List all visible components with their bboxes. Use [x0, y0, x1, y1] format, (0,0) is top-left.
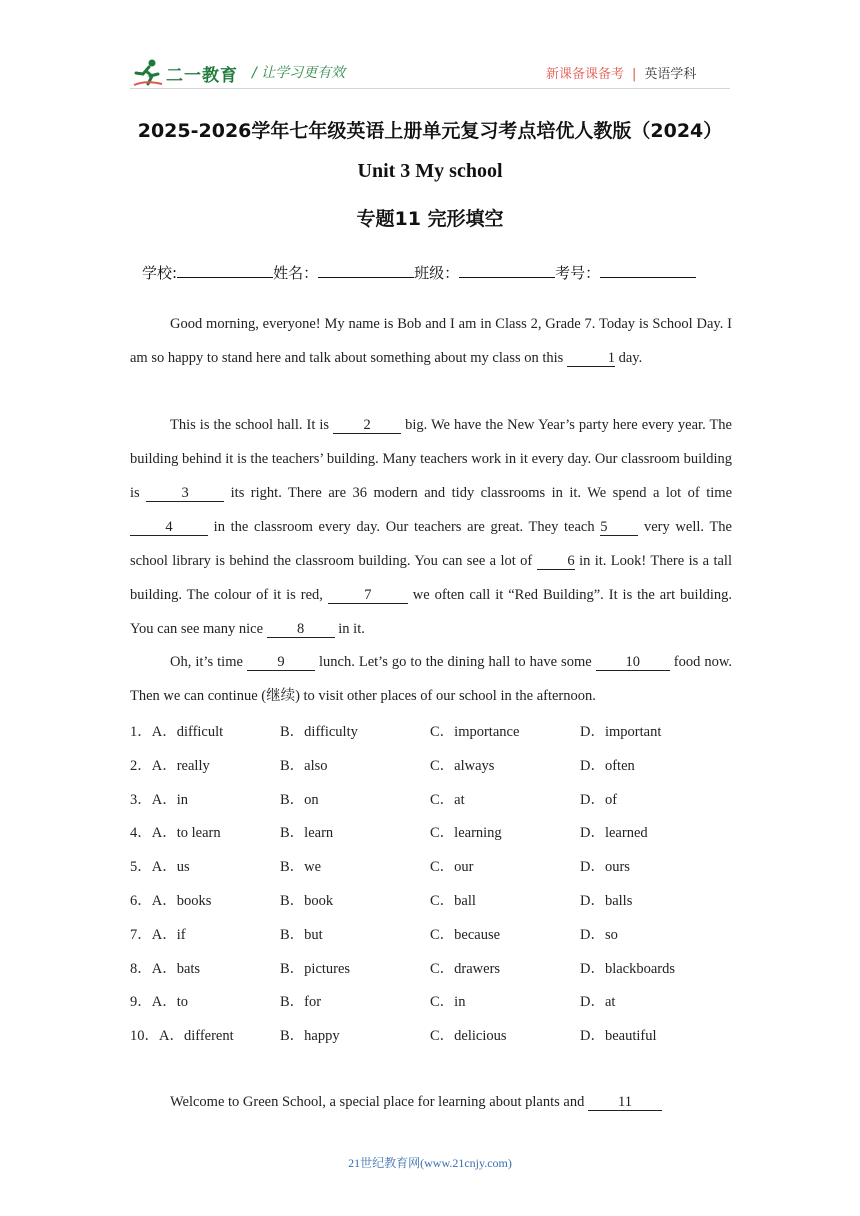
passage-text: Oh, it’s time: [170, 654, 247, 670]
question-row: [130, 949, 750, 983]
logo: [132, 58, 244, 88]
option-d[interactable]: D．important: [580, 724, 662, 740]
blank-10: 10: [596, 654, 670, 671]
question-row: [130, 982, 750, 1016]
option-d[interactable]: D．blackboards: [580, 960, 676, 977]
passage1-paragraph1: [130, 307, 732, 375]
option-b[interactable]: B．learn: [280, 825, 334, 842]
option-a[interactable]: 10．A．different: [130, 1028, 234, 1045]
option-d[interactable]: D．of: [580, 791, 618, 808]
option-c[interactable]: C．in: [430, 994, 466, 1011]
topic-title: 专题11 完形填空: [356, 208, 504, 230]
header-subject-label: 英语学科: [644, 67, 697, 82]
blank-9: 9: [247, 654, 315, 671]
option-a[interactable]: 3．A．in: [130, 791, 188, 808]
passage-text: very well. The school library is behind the classroom building. You can see a lot of: [130, 519, 732, 569]
option-c[interactable]: C．because: [430, 926, 501, 943]
option-a[interactable]: 1．A．difficult: [130, 724, 224, 740]
option-c[interactable]: C．always: [430, 757, 495, 774]
option-b[interactable]: B．on: [280, 791, 319, 808]
header-subject: [546, 63, 696, 82]
number-field[interactable]: [600, 263, 696, 278]
name-field[interactable]: [318, 263, 414, 278]
passage-text: in the classroom every day. Our teachers are great. They teach: [208, 519, 601, 535]
question-options-list: [130, 712, 750, 1050]
option-b[interactable]: B．pictures: [280, 960, 351, 977]
passage-text: we often call it “Red Building”. It is the art building. You can see many nice: [130, 587, 733, 637]
blank-7: 7: [328, 587, 408, 604]
option-a[interactable]: 2．A．really: [130, 757, 210, 774]
class-label: 班级：: [414, 264, 460, 282]
option-d[interactable]: D．beautiful: [580, 1028, 657, 1045]
blank-3: 3: [146, 485, 224, 502]
option-b[interactable]: B．book: [280, 892, 334, 909]
option-a[interactable]: 5．A．us: [130, 859, 190, 876]
question-row: [130, 780, 750, 814]
option-a[interactable]: 4．A．to learn: [130, 825, 221, 842]
option-c[interactable]: C．at: [430, 791, 465, 808]
question-row: [130, 746, 750, 780]
passage-text: Welcome to Green School, a special place for learning about plants and: [170, 1094, 588, 1110]
name-label: 姓名：: [273, 264, 319, 282]
passage-text: Good morning, everyone! My name is Bob and I am in Class 2, Grade 7. Today is School Day. I am so happy to stand here and talk about something about my class on this: [130, 316, 732, 366]
document-title: 2025-2026学年七年级英语上册单元复习考点培优人教版（2024）: [137, 120, 723, 142]
unit-title: Unit 3 My school: [357, 160, 503, 182]
option-a[interactable]: 7．A．if: [130, 926, 186, 943]
option-b[interactable]: B．we: [280, 859, 322, 876]
blank-11: 11: [588, 1094, 662, 1111]
passage-text: day.: [614, 350, 643, 366]
passage1-paragraph3: [130, 645, 732, 713]
school-label: 学校:: [142, 264, 178, 282]
blank-4: 4: [130, 519, 208, 536]
question-row: [130, 881, 750, 915]
option-d[interactable]: D．balls: [580, 892, 633, 909]
passage-text: lunch. Let’s go to the dining hall to have some: [314, 654, 596, 670]
page-header: [0, 0, 860, 100]
school-field[interactable]: [177, 263, 273, 278]
option-b[interactable]: B．for: [280, 994, 322, 1011]
option-d[interactable]: D．learned: [580, 825, 648, 842]
option-d[interactable]: D．at: [580, 994, 616, 1011]
header-separator: |: [632, 67, 637, 82]
question-row: [130, 712, 750, 746]
question-row: [130, 813, 750, 847]
class-field[interactable]: [459, 263, 555, 278]
question-row: [130, 1016, 750, 1050]
option-b[interactable]: B．also: [280, 757, 328, 774]
option-d[interactable]: D．ours: [580, 859, 630, 876]
option-a[interactable]: 8．A．bats: [130, 960, 201, 977]
option-c[interactable]: C．learning: [430, 825, 502, 842]
option-c[interactable]: C．ball: [430, 892, 476, 909]
passage-text: food now. Then we can continue (继续) to visit other places of our school in the afternoon.: [130, 654, 733, 704]
option-c[interactable]: C．importance: [430, 724, 520, 740]
passage-text: This is the school hall. It is: [170, 417, 334, 433]
passage1-paragraph2: [130, 408, 732, 646]
header-divider: [130, 88, 730, 89]
logo-text: 二一教育: [166, 66, 238, 86]
option-b[interactable]: B．but: [280, 926, 323, 943]
page-footer[interactable]: 21世纪教育网(www.21cnjy.com): [348, 1156, 512, 1170]
blank-6: 6: [537, 553, 575, 570]
blank-8: 8: [267, 621, 335, 638]
blank-1: 1: [567, 350, 615, 367]
option-b[interactable]: B．happy: [280, 1028, 340, 1045]
passage-text: in it.: [334, 621, 365, 637]
option-a[interactable]: 9．A．to: [130, 994, 188, 1011]
blank-2: 2: [333, 417, 401, 434]
passage-text: in it. Look! There is a tall building. The colour of it is red,: [130, 553, 732, 603]
question-row: [130, 915, 750, 949]
option-c[interactable]: C．our: [430, 859, 474, 876]
header-slogan: / 让学习更有效: [252, 65, 346, 81]
option-d[interactable]: D．so: [580, 926, 618, 943]
option-a[interactable]: 6．A．books: [130, 892, 212, 909]
passage2-paragraph1: [130, 1085, 732, 1119]
question-row: [130, 847, 750, 881]
option-d[interactable]: D．often: [580, 757, 635, 774]
option-b[interactable]: B．difficulty: [280, 724, 358, 740]
passage-text: big. We have the New Year’s party here every year. The building behind it is the teachers’ building. Many teachers work in it every day. Our classroom building is: [130, 417, 732, 501]
passage-text: its right. There are 36 modern and tidy classrooms in it. We spend a lot of time: [224, 485, 733, 501]
runner-icon: [132, 58, 164, 88]
student-info-line: [142, 262, 696, 283]
number-label: 考号：: [555, 264, 601, 282]
option-c[interactable]: C．delicious: [430, 1028, 507, 1045]
blank-5: 5: [600, 519, 638, 536]
header-course-label: 新课备课备考: [546, 67, 625, 82]
option-c[interactable]: C．drawers: [430, 960, 501, 977]
